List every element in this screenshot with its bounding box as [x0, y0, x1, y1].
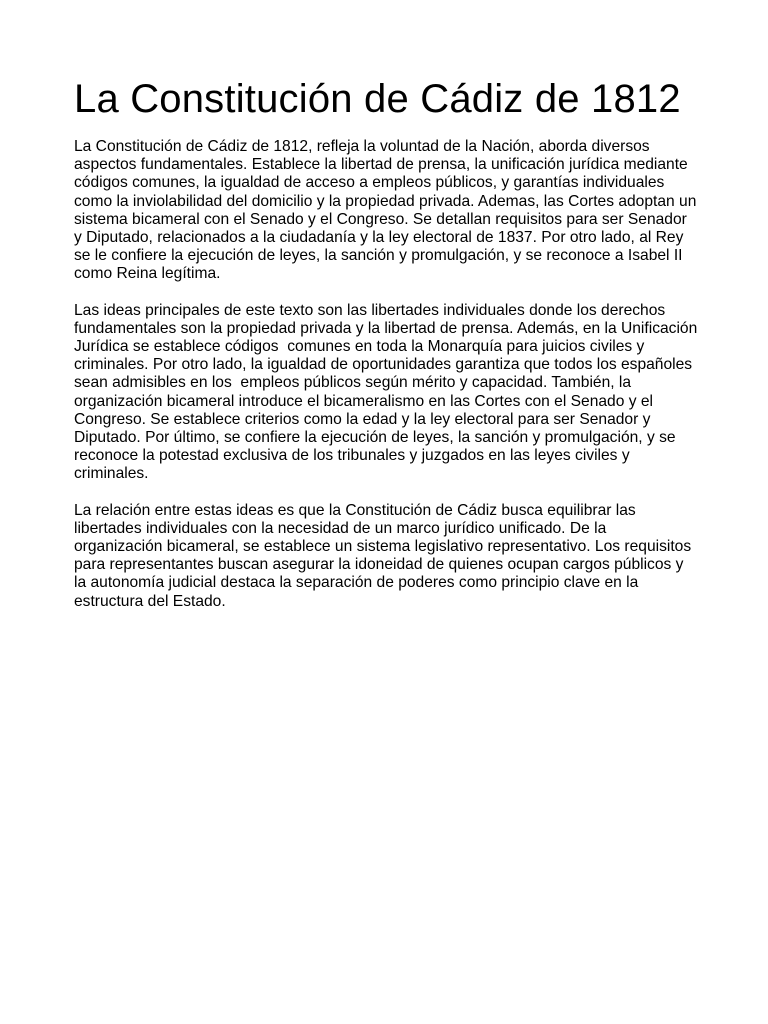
paragraph-1: La Constitución de Cádiz de 1812, refleja la voluntad de la Nación, aborda diversos aspectos fundamentales. Establece la libertad de prensa, la unificación jurídica mediante códigos comunes, la igualdad de acceso a empleos públicos, y garantías individuales como la inviolabilidad del domicilio y la propiedad privada. Ademas, las Cortes adoptan un sistema bicameral con el Senado y el Congreso. Se detallan requisitos para ser Senador y Diputado, relacionados a la ciudadanía y la ley electoral de 1837. Por otro lado, al Rey se le confiere la ejecución de leyes, la sanción y promulgación, y se reconoce a Isabel II como Reina legítima.	[74, 138, 701, 283]
paragraph-2: Las ideas principales de este texto son las libertades individuales donde los derechos fundamentales son la propiedad privada y la libertad de prensa. Además, en la Unificación Jurídica se establece códigos comunes en toda la Monarquía para juicios civiles y criminales. Por otro lado, la igualdad de oportunidades garantiza que todos los españoles sean admisibles en los empleos públicos según mérito y capacidad. También, la organización bicameral introduce el bicameralismo en las Cortes con el Senado y el Congreso. Se establece criterios como la edad y la ley electoral para ser Senador y Diputado. Por último, se confiere la ejecución de leyes, la sanción y promulgación, y se reconoce la potestad exclusiva de los tribunales y juzgados en las leyes civiles y criminales.	[74, 301, 702, 483]
paragraph-3: La relación entre estas ideas es que la Constitución de Cádiz busca equilibrar las libertades individuales con la necesidad de un marco jurídico unificado. De la organización bicameral, se establece un sistema legislativo representativo. Los requisitos para representantes buscan asegurar la idoneidad de quienes ocupan cargos públicos y la autonomía judicial destaca la separación de poderes como principio clave en la estructura del Estado.	[74, 501, 696, 610]
document-page	[74, 74, 702, 629]
document-title: La Constitución de Cádiz de 1812	[74, 77, 681, 121]
